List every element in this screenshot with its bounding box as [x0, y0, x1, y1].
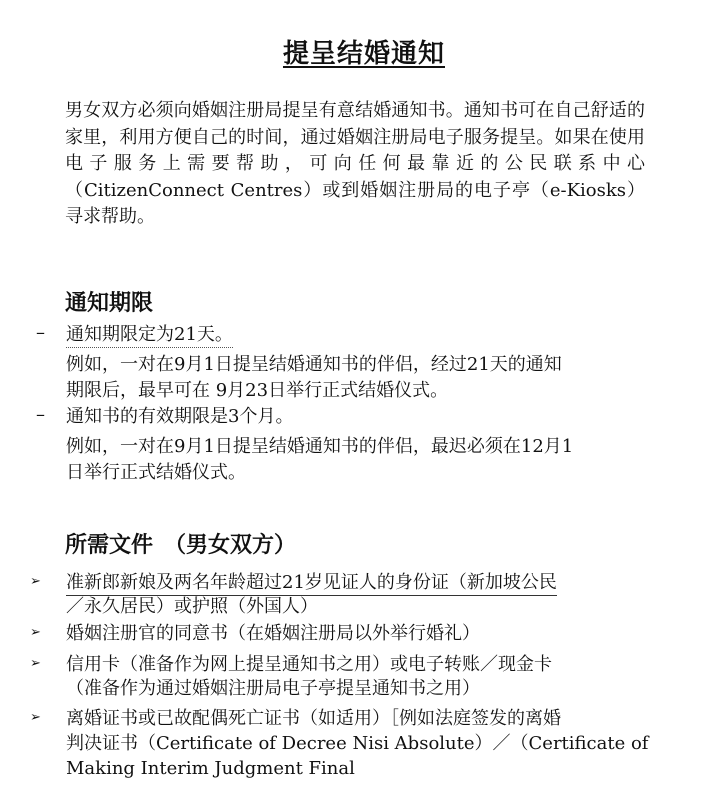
- dash-icon: –: [36, 404, 45, 425]
- section-heading-required-documents: 所需文件 （男女双方）: [65, 533, 297, 558]
- dash-icon: –: [36, 322, 45, 343]
- page-title: 提呈结婚通知: [282, 39, 445, 69]
- arrow-bullet-icon: ➢: [30, 574, 41, 589]
- list-item-text: 通知书的有效期限是3个月。: [66, 406, 294, 427]
- list-item-text: 通知期限定为21天。: [66, 322, 233, 348]
- section-heading-notice-period: 通知期限: [65, 291, 154, 316]
- arrow-bullet-icon: ➢: [30, 710, 41, 725]
- intro-paragraph: 男女双方必须向婚姻注册局提呈有意结婚通知书。通知书可在自己舒适的家里，利用方便自己的时间，通过婚姻注册局电子服务提呈。如果在使用电子服务上需要帮助，可向任何最靠近的公民联系中心（CitizenConnect Centres）或到婚姻注册局的电子亭（e-Kiosks）寻求帮助。: [65, 100, 645, 227]
- arrow-bullet-icon: ➢: [30, 625, 41, 640]
- arrow-bullet-icon: ➢: [30, 656, 41, 671]
